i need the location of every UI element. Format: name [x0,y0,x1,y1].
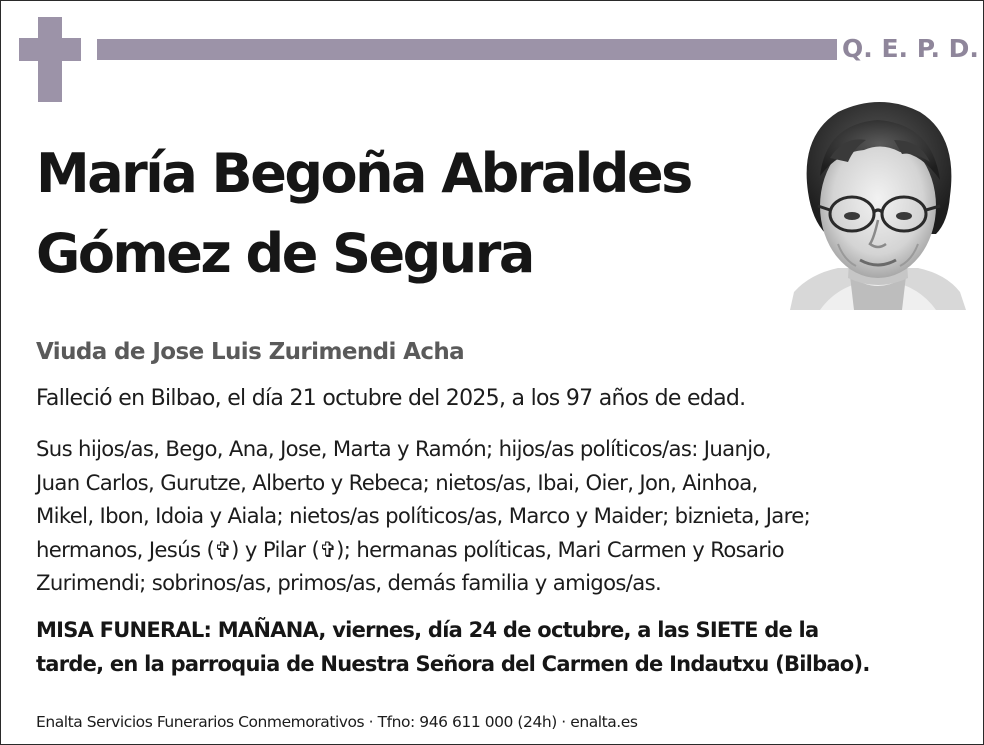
family-line: Juan Carlos, Gurutze, Alberto y Rebeca; nietos/as, Ibai, Oier, Jon, Ainhoa, [36,469,758,495]
family-line: Zurimendi; sobrinos/as, primos/as, demás familia y amigos/as. [36,570,662,595]
qepd-label: Q. E. P. D. [842,34,979,63]
funeral-mass-paragraph [36,614,971,681]
funeral-line: tarde, en la parroquia de Nuestra Señora del Carmen de Indautxu (Bilbao). [36,651,870,676]
header-bar [97,39,837,60]
deceased-name-line-2: Gómez de Segura [36,222,533,285]
family-line: hermanos, Jesús (✞) y Pilar (✞); hermanas políticas, Mari Carmen y Rosario [36,536,784,562]
funeral-line: MISA FUNERAL: MAÑANA, viernes, día 24 de octubre, a las SIETE de la [36,618,819,642]
family-paragraph [36,432,971,600]
death-notice: Falleció en Bilbao, el día 21 octubre del 2025, a los 97 años de edad. [36,386,746,411]
funeral-home-footer: Enalta Servicios Funerarios Conmemorativos · Tfno: 946 611 000 (24h) · enalta.es [36,713,638,731]
widow-of-line: Viuda de Jose Luis Zurimendi Acha [36,339,465,365]
family-line: Mikel, Ibon, Idoia y Aiala; nietos/as políticos/as, Marco y Maider; biznieta, Jare; [36,503,811,528]
portrait-photo [790,96,966,310]
deceased-name [36,134,796,294]
cross-icon-bar [19,38,81,61]
deceased-name-line-1: María Begoña Abraldes [36,142,691,205]
family-line: Sus hijos/as, Bego, Ana, Jose, Marta y Ramón; hijos/as políticos/as: Juanjo, [36,436,771,461]
